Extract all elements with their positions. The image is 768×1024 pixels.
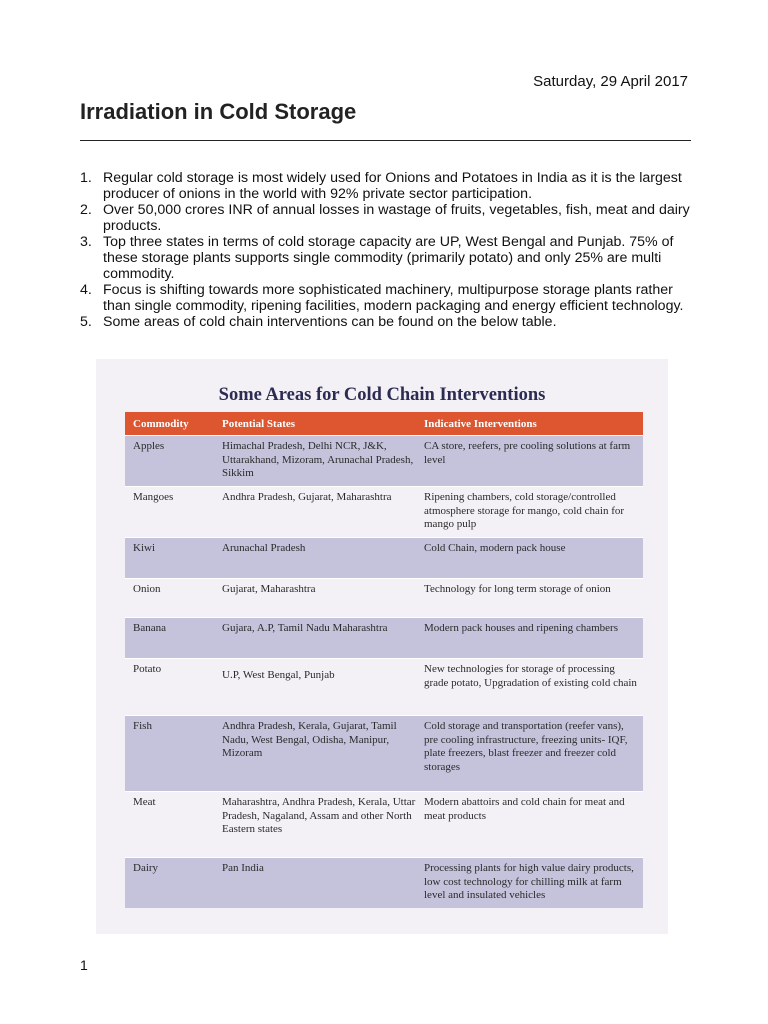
- states-cell: Andhra Pradesh, Kerala, Gujarat, Tamil Nadu, West Bengal, Odisha, Manipur, Mizoram: [222, 720, 397, 759]
- list-item: [80, 314, 692, 330]
- table-row: [125, 537, 643, 578]
- table-row: [125, 486, 643, 537]
- list-item: [80, 234, 692, 282]
- header-indicative-interventions: Indicative Interventions: [424, 417, 537, 430]
- commodity-cell: Potato: [133, 663, 162, 675]
- list-text: Regular cold storage is most widely used for Onions and Potatoes in India as it is the largest producer of onions in the world with 92% private sector participation.: [103, 170, 682, 202]
- states-cell: Arunachal Pradesh: [222, 542, 306, 554]
- interventions-cell: Modern abattoirs and cold chain for meat and meat products: [424, 796, 625, 822]
- list-number: 3.: [80, 234, 92, 250]
- table-row: [125, 715, 643, 791]
- interventions-cell: Cold Chain, modern pack house: [424, 542, 566, 554]
- list-item: [80, 170, 692, 202]
- interventions-cell: Cold storage and transportation (reefer vans), pre cooling infrastructure, freezing units- IQF, plate freezers, blast freezer and freezer cold storages: [424, 720, 628, 773]
- commodity-cell: Dairy: [133, 862, 159, 874]
- header-commodity: Commodity: [133, 417, 189, 430]
- list-text: Some areas of cold chain interventions can be found on the below table.: [103, 314, 557, 330]
- list-number: 5.: [80, 314, 92, 330]
- list-number: 2.: [80, 202, 92, 218]
- states-cell: Maharashtra, Andhra Pradesh, Kerala, Uttar Pradesh, Nagaland, Assam and other North Eastern states: [222, 796, 416, 835]
- list-number: 4.: [80, 282, 92, 298]
- interventions-cell: Processing plants for high value dairy products, low cost technology for chilling milk at farm level and insulated vehicles: [424, 862, 634, 901]
- commodity-cell: Apples: [133, 440, 165, 452]
- list-item: [80, 202, 692, 234]
- list-item: [80, 282, 692, 314]
- interventions-cell: CA store, reefers, pre cooling solutions at farm level: [424, 440, 631, 466]
- states-cell: Gujara, A.P, Tamil Nadu Maharashtra: [222, 622, 388, 634]
- states-cell: Pan India: [222, 862, 264, 874]
- list-text: Focus is shifting towards more sophisticated machinery, multipurpose storage plants rather than single commodity, ripening facilities, modern packaging and energy efficient technology.: [103, 282, 684, 314]
- commodity-cell: Mangoes: [133, 491, 174, 503]
- table-row: [125, 435, 643, 486]
- table-row: [125, 791, 643, 857]
- interventions-cell: New technologies for storage of processing grade potato, Upgradation of existing cold chain: [424, 663, 637, 689]
- header-potential-states: Potential States: [222, 417, 296, 430]
- interventions-table: [125, 412, 643, 908]
- page-title: Irradiation in Cold Storage: [80, 99, 357, 124]
- states-cell: Gujarat, Maharashtra: [222, 583, 316, 595]
- page-number: 1: [80, 957, 88, 973]
- list-text: Over 50,000 crores INR of annual losses in wastage of fruits, vegetables, fish, meat and dairy products.: [103, 202, 690, 234]
- commodity-cell: Onion: [133, 583, 161, 595]
- interventions-cell: Technology for long term storage of onion: [424, 583, 611, 595]
- key-points-list: [80, 170, 692, 330]
- title-divider: [80, 140, 691, 141]
- table-row: [125, 578, 643, 617]
- cold-chain-table-figure: [96, 359, 668, 934]
- states-cell: Andhra Pradesh, Gujarat, Maharashtra: [222, 491, 392, 503]
- commodity-cell: Meat: [133, 796, 156, 808]
- list-number: 1.: [80, 170, 92, 186]
- commodity-cell: Fish: [133, 720, 152, 732]
- table-row: [125, 617, 643, 658]
- interventions-cell: Modern pack houses and ripening chambers: [424, 622, 618, 634]
- document-date: Saturday, 29 April 2017: [533, 73, 688, 90]
- list-text: Top three states in terms of cold storage capacity are UP, West Bengal and Punjab. 75% of these storage plants supports single commodity (primarily potato) and only 25% are multi commodity.: [103, 234, 674, 282]
- states-cell: U.P, West Bengal, Punjab: [222, 669, 335, 681]
- table-row: [125, 658, 643, 715]
- table-header-row: [125, 412, 643, 435]
- interventions-cell: Ripening chambers, cold storage/controlled atmosphere storage for mango, cold chain for mango pulp: [424, 491, 625, 530]
- commodity-cell: Kiwi: [133, 542, 155, 554]
- table-row: [125, 857, 643, 908]
- states-cell: Himachal Pradesh, Delhi NCR, J&K, Uttarakhand, Mizoram, Arunachal Pradesh, Sikkim: [222, 440, 414, 479]
- commodity-cell: Banana: [133, 622, 166, 634]
- table-title: Some Areas for Cold Chain Interventions: [218, 385, 546, 405]
